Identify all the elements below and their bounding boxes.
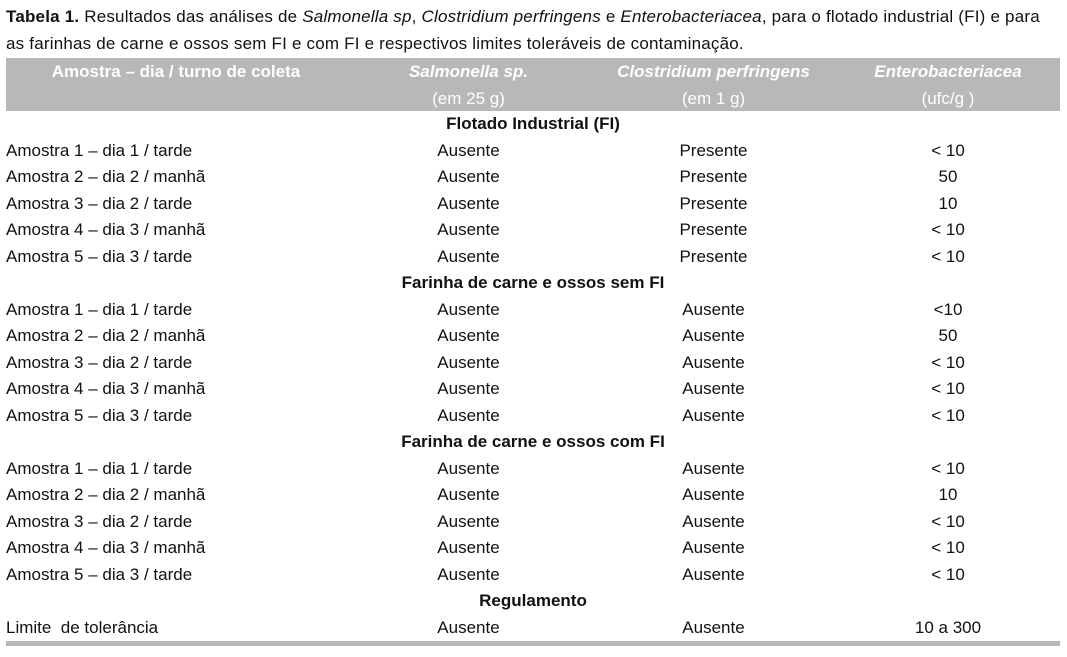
section-title: Flotado Industrial (FI) xyxy=(446,114,620,134)
table-row xyxy=(6,482,1060,509)
table-row xyxy=(6,535,1060,562)
cell-clostridium: Ausente xyxy=(591,615,836,644)
table-row xyxy=(6,350,1060,377)
caption-organism-3: Enterobacteriacea xyxy=(620,7,762,26)
header-salmonella: Salmonella sp. xyxy=(346,58,591,86)
header-unit-clostridium: (em 1 g) xyxy=(591,86,836,111)
cell-salmonella: Ausente xyxy=(437,485,500,505)
cell-salmonella: Ausente xyxy=(437,379,500,399)
cell-amostra: Amostra 5 – dia 3 / tarde xyxy=(6,405,193,425)
table-row xyxy=(6,376,1060,403)
cell-clostridium: Ausente xyxy=(682,511,745,531)
cell-enterobacteriacea: < 10 xyxy=(931,140,965,160)
table-row xyxy=(6,244,1060,271)
caption-text-4: , para o flotado industrial (FI) e para as farinhas de carne e ossos sem FI e com FI e respectivos limites toleráveis de contaminação. xyxy=(6,7,1040,53)
table-row xyxy=(6,456,1060,483)
table-row xyxy=(6,562,1060,589)
table-row xyxy=(6,509,1060,536)
table-body xyxy=(6,111,1060,644)
section-title: Regulamento xyxy=(479,591,587,611)
header-amostra: Amostra – dia / turno de coleta xyxy=(6,58,346,86)
section-header-row xyxy=(6,270,1060,297)
cell-clostridium: Ausente xyxy=(682,352,745,372)
cell-clostridium: Presente xyxy=(679,140,748,160)
caption-text-1: Resultados das análises de xyxy=(79,7,303,26)
table-row xyxy=(6,217,1060,244)
cell-salmonella: Ausente xyxy=(346,615,591,644)
cell-clostridium: Presente xyxy=(679,220,748,240)
cell-amostra: Amostra 5 – dia 3 / tarde xyxy=(6,246,193,266)
header-enterobacteriacea: Enterobacteriacea xyxy=(836,58,1060,86)
cell-salmonella: Ausente xyxy=(437,140,500,160)
cell-clostridium: Ausente xyxy=(682,458,745,478)
cell-salmonella: Ausente xyxy=(437,220,500,240)
cell-enterobacteriacea: 10 xyxy=(938,485,958,505)
cell-clostridium: Presente xyxy=(679,246,748,266)
cell-amostra: Amostra 4 – dia 3 / manhã xyxy=(6,220,206,240)
cell-enterobacteriacea: < 10 xyxy=(931,405,965,425)
cell-amostra: Amostra 2 – dia 2 / manhã xyxy=(6,485,206,505)
cell-salmonella: Ausente xyxy=(437,538,500,558)
header-row xyxy=(6,58,1060,86)
cell-amostra: Amostra 3 – dia 2 / tarde xyxy=(6,352,193,372)
table-row xyxy=(6,297,1060,324)
cell-amostra: Amostra 2 – dia 2 / manhã xyxy=(6,167,206,187)
cell-amostra: Amostra 4 – dia 3 / manhã xyxy=(6,379,206,399)
section-title: Farinha de carne e ossos sem FI xyxy=(401,273,665,293)
cell-amostra: Amostra 1 – dia 1 / tarde xyxy=(6,458,193,478)
caption-text-2: , xyxy=(411,7,422,26)
table-header xyxy=(6,58,1060,111)
table-row xyxy=(6,323,1060,350)
cell-amostra: Limite de tolerância xyxy=(6,615,346,644)
cell-salmonella: Ausente xyxy=(437,246,500,266)
section-header-row xyxy=(6,111,1060,138)
caption-organism-2: Clostridium perfringens xyxy=(421,7,601,26)
table-row xyxy=(6,164,1060,191)
cell-enterobacteriacea: < 10 xyxy=(931,379,965,399)
cell-salmonella: Ausente xyxy=(437,564,500,584)
cell-salmonella: Ausente xyxy=(437,326,500,346)
cell-clostridium: Ausente xyxy=(682,379,745,399)
cell-salmonella: Ausente xyxy=(437,352,500,372)
cell-enterobacteriacea: 10 a 300 xyxy=(836,615,1060,644)
cell-clostridium: Ausente xyxy=(682,299,745,319)
cell-clostridium: Ausente xyxy=(682,326,745,346)
cell-amostra: Amostra 3 – dia 2 / tarde xyxy=(6,511,193,531)
cell-salmonella: Ausente xyxy=(437,167,500,187)
cell-clostridium: Ausente xyxy=(682,405,745,425)
cell-salmonella: Ausente xyxy=(437,511,500,531)
header-clostridium: Clostridium perfringens xyxy=(591,58,836,86)
cell-enterobacteriacea: <10 xyxy=(933,299,963,319)
cell-amostra: Amostra 2 – dia 2 / manhã xyxy=(6,326,206,346)
cell-clostridium: Ausente xyxy=(682,564,745,584)
results-table xyxy=(6,58,1060,646)
cell-amostra: Amostra 1 – dia 1 / tarde xyxy=(6,140,193,160)
cell-amostra: Amostra 1 – dia 1 / tarde xyxy=(6,299,193,319)
cell-enterobacteriacea: < 10 xyxy=(931,220,965,240)
header-units-empty xyxy=(6,86,346,111)
cell-enterobacteriacea: < 10 xyxy=(931,246,965,266)
cell-salmonella: Ausente xyxy=(437,458,500,478)
cell-enterobacteriacea: 50 xyxy=(938,326,958,346)
header-units-row xyxy=(6,86,1060,111)
cell-clostridium: Presente xyxy=(679,193,748,213)
caption-organism-1: Salmonella sp xyxy=(302,7,412,26)
section-header-row xyxy=(6,429,1060,456)
cell-salmonella: Ausente xyxy=(437,299,500,319)
cell-enterobacteriacea: < 10 xyxy=(931,458,965,478)
cell-clostridium: Presente xyxy=(679,167,748,187)
cell-enterobacteriacea: < 10 xyxy=(931,564,965,584)
cell-amostra: Amostra 4 – dia 3 / manhã xyxy=(6,538,206,558)
cell-enterobacteriacea: < 10 xyxy=(931,511,965,531)
section-title: Farinha de carne e ossos com FI xyxy=(401,432,665,452)
cell-enterobacteriacea: < 10 xyxy=(931,538,965,558)
table-row xyxy=(6,615,1060,644)
section-header-row xyxy=(6,588,1060,615)
cell-enterobacteriacea: < 10 xyxy=(931,352,965,372)
cell-amostra: Amostra 3 – dia 2 / tarde xyxy=(6,193,193,213)
header-unit-salmonella: (em 25 g) xyxy=(346,86,591,111)
cell-clostridium: Ausente xyxy=(682,538,745,558)
table-row xyxy=(6,191,1060,218)
cell-amostra: Amostra 5 – dia 3 / tarde xyxy=(6,564,193,584)
cell-enterobacteriacea: 10 xyxy=(938,193,958,213)
table-caption xyxy=(6,4,1056,57)
cell-clostridium: Ausente xyxy=(682,485,745,505)
header-unit-enterobacteriacea: (ufc/g ) xyxy=(836,86,1060,111)
table-row xyxy=(6,138,1060,165)
table-row xyxy=(6,403,1060,430)
cell-salmonella: Ausente xyxy=(437,405,500,425)
caption-text-3: e xyxy=(600,7,621,26)
caption-label: Tabela 1. xyxy=(6,7,80,26)
cell-enterobacteriacea: 50 xyxy=(938,167,958,187)
cell-salmonella: Ausente xyxy=(437,193,500,213)
